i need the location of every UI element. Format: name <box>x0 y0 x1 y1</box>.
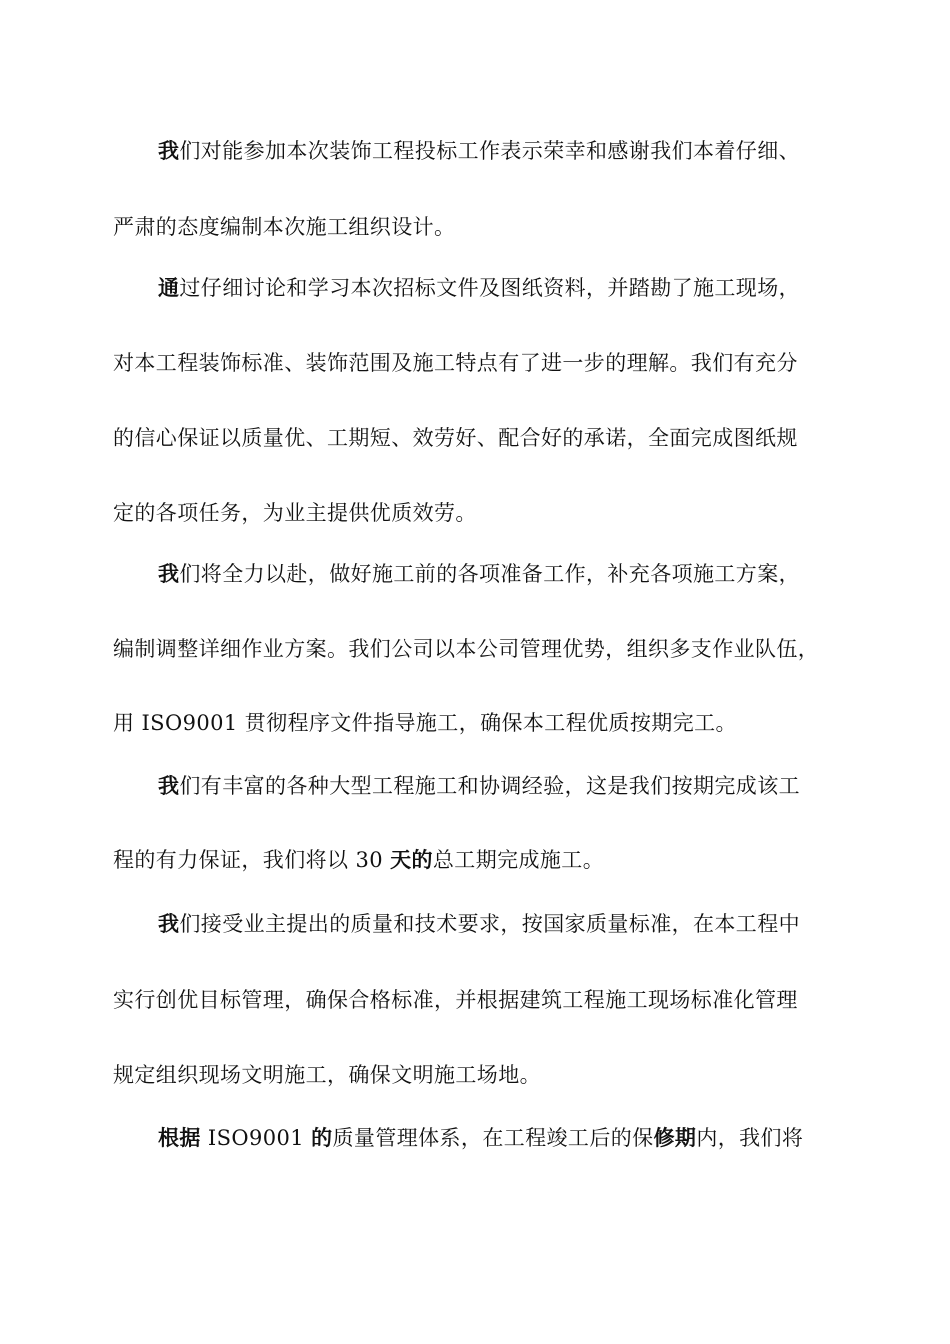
bold-text-2: 修期 <box>653 1125 697 1150</box>
paragraph-6-line-1 <box>158 1124 848 1152</box>
paragraph-4-line-1 <box>158 772 848 800</box>
paragraph-2-line-3 <box>113 424 843 452</box>
bold-text: 天的 <box>390 847 433 872</box>
paragraph-3-line-1 <box>158 560 848 588</box>
line-text: 们接受业主提出的质量和技术要求，按国家质量标准，在本工程中 <box>179 912 801 936</box>
paragraph-5-line-2 <box>113 986 843 1014</box>
bold-text: 的 <box>311 1125 333 1150</box>
lead-char: 我 <box>158 911 180 936</box>
paragraph-1-line-2 <box>113 213 843 241</box>
line-text: 的信心保证以质量优、工期短、效劳好、配合好的承诺，全面完成图纸规 <box>113 426 798 450</box>
lead-char: 我 <box>158 138 180 163</box>
line-text: 规定组织现场文明施工，确保文明施工场地。 <box>113 1063 541 1087</box>
lead-char: 我 <box>158 773 180 798</box>
paragraph-2-line-1 <box>158 274 848 302</box>
lead-text: 根据 <box>158 1125 201 1150</box>
paragraph-5-line-1 <box>158 910 848 938</box>
paragraph-1-line-1 <box>158 137 848 165</box>
paragraph-2-line-4 <box>113 499 843 527</box>
line-text: 严肃的态度编制本次施工组织设计。 <box>113 215 456 239</box>
paragraph-3-line-3 <box>113 709 843 737</box>
line-text: 过仔细讨论和学习本次招标文件及图纸资料，并踏勘了施工现场， <box>179 276 801 300</box>
line-text: 们对能参加本次装饰工程投标工作表示荣幸和感谢我们本着仔细、 <box>179 139 801 163</box>
line-text-2: 内，我们将 <box>696 1126 804 1150</box>
line-text-pre: 程的有力保证，我们将以 30 <box>113 848 391 872</box>
line-text: 们有丰富的各种大型工程施工和协调经验，这是我们按期完成该工 <box>179 774 801 798</box>
line-text: 对本工程装饰标准、装饰范围及施工特点有了进一步的理解。我们有充分 <box>113 351 798 375</box>
line-text-pre: ISO9001 <box>200 1126 312 1150</box>
line-text: 定的各项任务，为业主提供优质效劳。 <box>113 501 477 525</box>
paragraph-4-line-2 <box>113 846 843 874</box>
lead-char: 我 <box>158 561 180 586</box>
lead-char: 通 <box>158 275 180 300</box>
line-text: 们将全力以赴，做好施工前的各项准备工作，补充各项施工方案， <box>179 562 801 586</box>
line-text: 实行创优目标管理，确保合格标准，并根据建筑工程施工现场标准化管理 <box>113 988 798 1012</box>
line-text: 总工期完成施工。 <box>432 848 605 872</box>
paragraph-5-line-3 <box>113 1061 843 1089</box>
paragraph-2-line-2 <box>113 349 843 377</box>
paragraph-3-line-2 <box>113 635 843 663</box>
line-text: 用 ISO9001 贯彻程序文件指导施工，确保本工程优质按期完工。 <box>113 711 737 735</box>
line-text: 质量管理体系，在工程竣工后的保 <box>332 1126 654 1150</box>
line-text: 编制调整详细作业方案。我们公司以本公司管理优势，组织多支作业队伍， <box>113 637 820 661</box>
